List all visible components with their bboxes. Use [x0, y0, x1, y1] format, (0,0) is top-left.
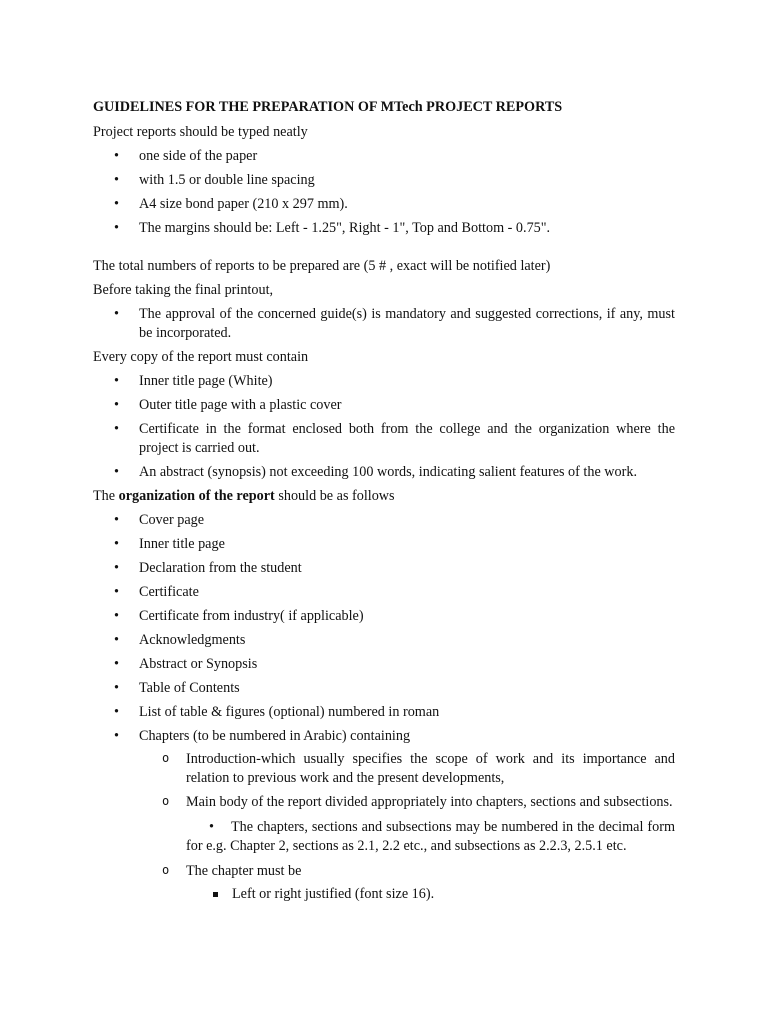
list-item: • Certificate from industry( if applicable) — [93, 607, 675, 626]
copy-items-list — [93, 372, 675, 482]
list-item — [93, 818, 675, 856]
list-item: Left or right justified (font size 16). — [93, 885, 675, 904]
list-item: • The approval of the concerned guide(s) is mandatory and suggested corrections, if any, must be incorporated. — [93, 305, 675, 343]
document-body — [93, 98, 675, 904]
list-item: • with 1.5 or double line spacing — [93, 171, 675, 190]
list-item: • Table of Contents — [93, 679, 675, 698]
before-printout-text: Before taking the final printout, — [93, 282, 274, 298]
list-item: • Certificate — [93, 583, 675, 602]
organization-prefix: The — [93, 488, 119, 504]
page-title: GUIDELINES FOR THE PREPARATION OF MTech PROJECT REPORTS — [93, 99, 563, 115]
list-item: • An abstract (synopsis) not exceeding 100 words, indicating salient features of the work. — [93, 463, 675, 482]
list-item: • Inner title page (White) — [93, 372, 675, 391]
list-item: • Chapters (to be numbered in Arabic) containing — [93, 727, 675, 746]
list-item: • The margins should be: Left - 1.25", Right - 1", Top and Bottom - 0.75". — [93, 219, 675, 238]
numbering-note-text: The chapters, sections and subsections may be numbered in the decimal form for e.g. Chapter 2, sections as 2.1, 2.2 etc., and subsections as 2.2.3, 2.5.1 etc. — [186, 819, 675, 854]
org-items-list — [93, 511, 675, 746]
list-item: • Abstract or Synopsis — [93, 655, 675, 674]
bullet-icon: • — [209, 819, 214, 835]
total-reports-text: The total numbers of reports to be prepared are (5 # , exact will be notified later) — [93, 258, 551, 274]
list-item: • A4 size bond paper (210 x 297 mm). — [93, 195, 675, 214]
list-item: • Acknowledgments — [93, 631, 675, 650]
list-item: • Declaration from the student — [93, 559, 675, 578]
intro-text: Project reports should be typed neatly — [93, 124, 308, 140]
list-item: o Introduction-which usually specifies the scope of work and its importance and relation to previous work and the present developments, — [93, 750, 675, 788]
every-copy-text: Every copy of the report must contain — [93, 349, 309, 365]
organization-suffix: should be as follows — [274, 488, 395, 504]
list-item: • Outer title page with a plastic cover — [93, 396, 675, 415]
list-item: • one side of the paper — [93, 147, 675, 166]
approval-list — [93, 305, 675, 343]
organization-text — [93, 487, 675, 506]
list-item: o Main body of the report divided appropriately into chapters, sections and subsections. — [93, 793, 675, 812]
justify-list — [93, 885, 675, 904]
list-item: • Inner title page — [93, 535, 675, 554]
list-item: • Cover page — [93, 511, 675, 530]
typing-rules-list — [93, 147, 675, 238]
list-item: o The chapter must be — [93, 862, 675, 881]
organization-bold: organization of the report — [118, 488, 275, 504]
chapter-items-list — [93, 750, 675, 812]
numbering-note-list — [93, 818, 675, 856]
list-item: • Certificate in the format enclosed both from the college and the organization where the project is carried out. — [93, 420, 675, 458]
chapter-must-list — [93, 862, 675, 881]
list-item: • List of table & figures (optional) numbered in roman — [93, 703, 675, 722]
